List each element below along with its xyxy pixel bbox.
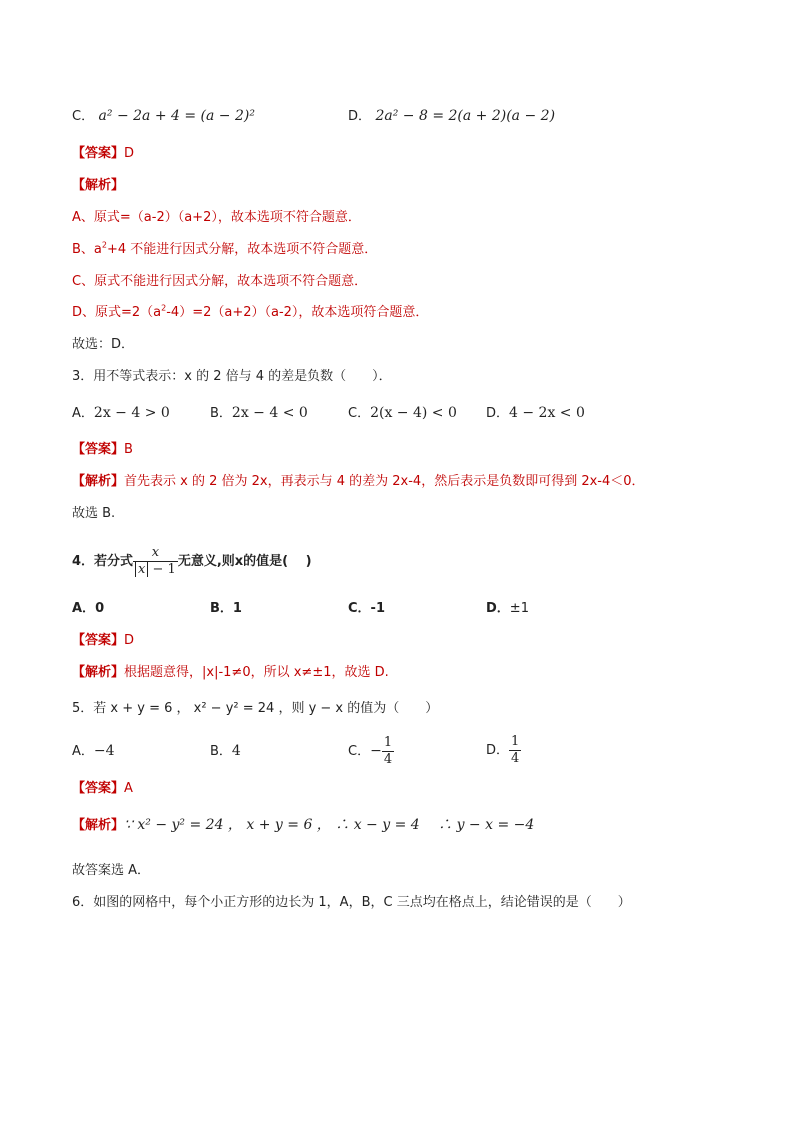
q4-option-d: D．±1 bbox=[486, 601, 529, 616]
q5-answer: 【答案】A bbox=[72, 781, 133, 796]
q5-option-c: C．− $\frac{1}{4}$ bbox=[348, 735, 393, 767]
q5-option-d: D． $\frac{1}{4}$ bbox=[486, 734, 520, 766]
q2-option-c bbox=[72, 106, 255, 127]
q2-analysis-d: D、原式$=2(a^2-4)=2(a+2)(a-2)$，故本选项符合题意． bbox=[72, 303, 429, 320]
option-label: D． bbox=[348, 109, 372, 124]
q5-analysis: 【解析】∵ x² − y² = 24 ， x + y = 6 ， ∴ x − y = 4 ∴ y − x = −4 bbox=[72, 817, 535, 833]
q5-option-c-fraction: $\frac{1}{4}$ bbox=[383, 735, 393, 767]
q2-analysis-c: C、原式不能进行因式分解，故本选项不符合题意． bbox=[72, 274, 368, 289]
q3-conclusion: 故选 B. bbox=[72, 506, 116, 521]
option-expression: 2a² − 8 = 2(a + 2)(a − 2) bbox=[375, 108, 556, 124]
q2-analysis-tag: 【解析】 bbox=[72, 178, 125, 193]
answer-tag: 【答案】 bbox=[72, 146, 125, 161]
q2-analysis-b: B、$a^2+4$ 不能进行因式分解，故本选项不符合题意． bbox=[72, 240, 378, 257]
option-expression: a² − 2a + 4 = (a − 2)² bbox=[98, 108, 255, 124]
q5-option-b: B．4 bbox=[210, 743, 241, 759]
q5-option-d-fraction: $\frac{1}{4}$ bbox=[511, 734, 520, 766]
q4-analysis: 【解析】根据题意得，|x|-1≠0，所以 x≠±1，故选 D. bbox=[72, 665, 389, 680]
q3-option-a: A．2x − 4 > 0 bbox=[72, 405, 170, 421]
q5-option-a: A．−4 bbox=[72, 743, 115, 759]
q2-answer bbox=[72, 144, 134, 164]
q4-stem: 4．若分式 $\frac{x}{x - 1}$ 无意义,则x的值是( ) bbox=[72, 545, 312, 577]
q3-analysis: 【解析】首先表示 x 的 2 倍为 2x，再表示与 4 的差为 2x-4，然后表示是负数即可得到 2x-4＜0． bbox=[72, 474, 645, 489]
q4-option-b: B．1 bbox=[210, 601, 242, 616]
q2-conclusion: 故选：D． bbox=[72, 337, 135, 352]
q5-conclusion: 故答案选 A． bbox=[72, 863, 151, 878]
q3-stem: 3．用不等式表示：x 的 2 倍与 4 的差是负数（ ）． bbox=[72, 369, 392, 384]
q3-option-c: C．2(x − 4) < 0 bbox=[348, 405, 457, 421]
q4-fraction: $\frac{x}{x - 1}$ bbox=[133, 545, 178, 578]
q3-option-d: D．4 − 2x < 0 bbox=[486, 405, 585, 421]
option-label: C． bbox=[72, 109, 95, 124]
q2-option-d bbox=[348, 106, 555, 127]
q3-option-b: B．2x − 4 < 0 bbox=[210, 405, 308, 421]
q5-stem: 5．若 x + y = 6 ， x² − y² = 24 ，则 y − x 的值为（ ） bbox=[72, 701, 439, 716]
q3-answer: 【答案】B bbox=[72, 442, 133, 457]
q6-stem: 6．如图的网格中，每个小正方形的边长为 1，A，B，C 三点均在格点上，结论错误的是（ ） bbox=[72, 895, 631, 910]
q4-option-a: A．0 bbox=[72, 601, 105, 616]
q4-option-c: C．-1 bbox=[348, 601, 385, 616]
answer-value: D bbox=[124, 146, 135, 161]
q4-answer: 【答案】D bbox=[72, 633, 135, 648]
q2-analysis-a: A、原式=（a-2）（a+2），故本选项不符合题意． bbox=[72, 210, 361, 225]
